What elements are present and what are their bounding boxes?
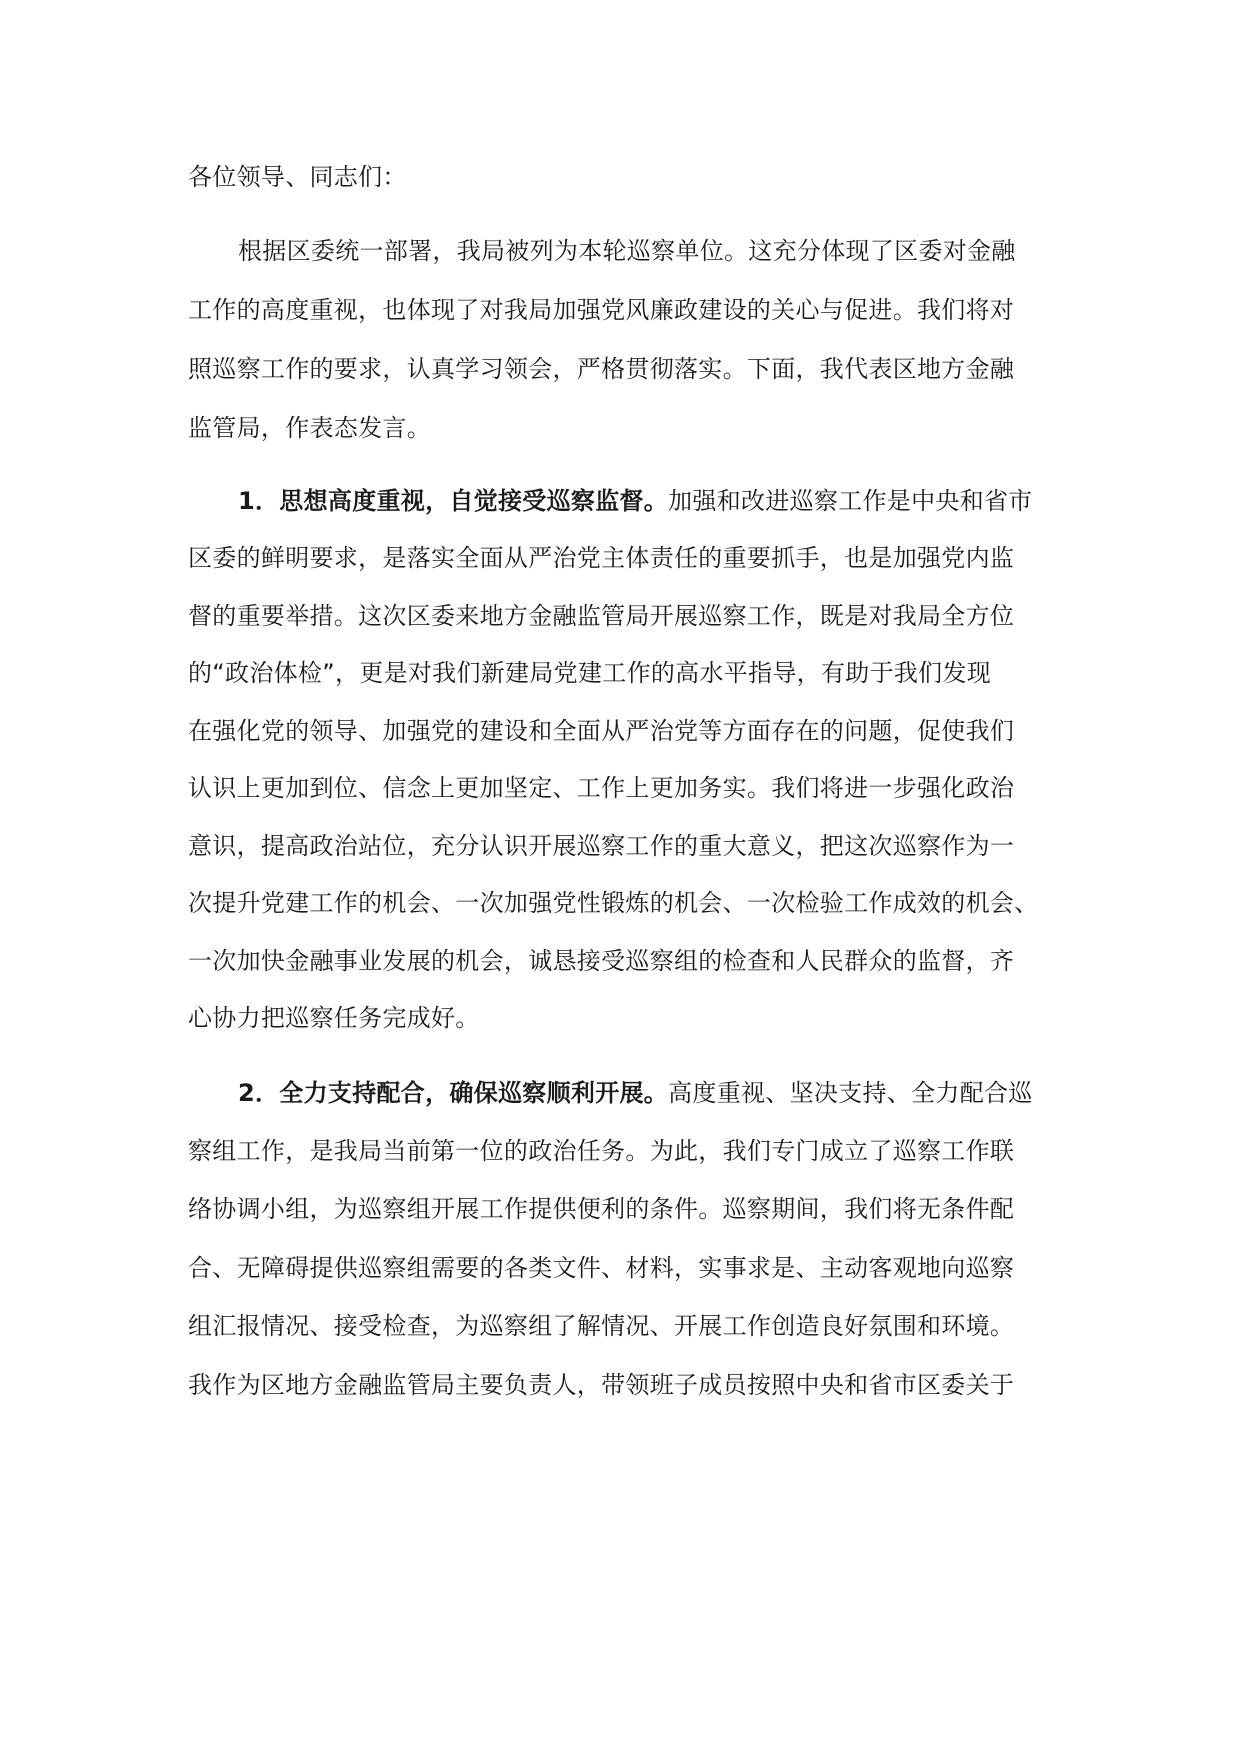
section1-line: 心协力把巡察任务完成好。 (188, 1004, 480, 1032)
section2-line: 我作为区地方金融监管局主要负责人，带领班子成员按照中央和省市区委关于 (188, 1371, 1015, 1399)
section1-line: 区委的鲜明要求，是落实全面从严治党主体责任的重要抓手，也是加强党内监 (188, 544, 1015, 572)
section2-first-line-text: 高度重视、坚决支持、全力配合巡 (668, 1079, 1033, 1107)
section1-line: 认识上更加到位、信念上更加坚定、工作上更加务实。我们将进一步强化政治 (188, 774, 1015, 802)
section1-line: 的“政治体检”，更是对我们新建局党建工作的高水平指导，有助于我们发现 (188, 659, 992, 687)
section2-line: 察组工作，是我局当前第一位的政治任务。为此，我们专门成立了巡察工作联 (188, 1137, 1015, 1165)
intro-line-2: 工作的高度重视，也体现了对我局加强党风廉政建设的关心与促进。我们将对 (188, 296, 1015, 324)
section2-heading: 2．全力支持配合，确保巡察顺利开展。 (238, 1079, 669, 1107)
section1-heading: 1．思想高度重视，自觉接受巡察监督。 (238, 487, 669, 515)
intro-line-3: 照巡察工作的要求，认真学习领会，严格贯彻落实。下面，我代表区地方金融 (188, 355, 1015, 383)
intro-line-4: 监管局，作表态发言。 (188, 414, 431, 442)
section1-first-line (238, 484, 1033, 518)
salutation: 各位领导、同志们： (188, 163, 407, 191)
section1-first-line-text: 加强和改进巡察工作是中央和省市 (668, 487, 1033, 515)
section1-line: 督的重要举措。这次区委来地方金融监管局开展巡察工作，既是对我局全方位 (188, 602, 1015, 630)
section1-line: 一次加快金融事业发展的机会，诚恳接受巡察组的检查和人民群众的监督，齐 (188, 947, 1015, 975)
section1-line: 次提升党建工作的机会、一次加强党性锻炼的机会、一次检验工作成效的机会、 (188, 889, 1039, 917)
section1-line: 在强化党的领导、加强党的建设和全面从严治党等方面存在的问题，促使我们 (188, 717, 1015, 745)
section2-line: 组汇报情况、接受检查，为巡察组了解情况、开展工作创造良好氛围和环境。 (188, 1312, 1015, 1340)
section2-first-line (238, 1076, 1033, 1110)
section2-line: 络协调小组，为巡察组开展工作提供便利的条件。巡察期间，我们将无条件配 (188, 1195, 1015, 1223)
section1-line: 意识，提高政治站位，充分认识开展巡察工作的重大意义，把这次巡察作为一 (188, 832, 1015, 860)
intro-line-1: 根据区委统一部署，我局被列为本轮巡察单位。这充分体现了区委对金融 (238, 237, 1016, 265)
section2-line: 合、无障碍提供巡察组需要的各类文件、材料，实事求是、主动客观地向巡察 (188, 1254, 1015, 1282)
